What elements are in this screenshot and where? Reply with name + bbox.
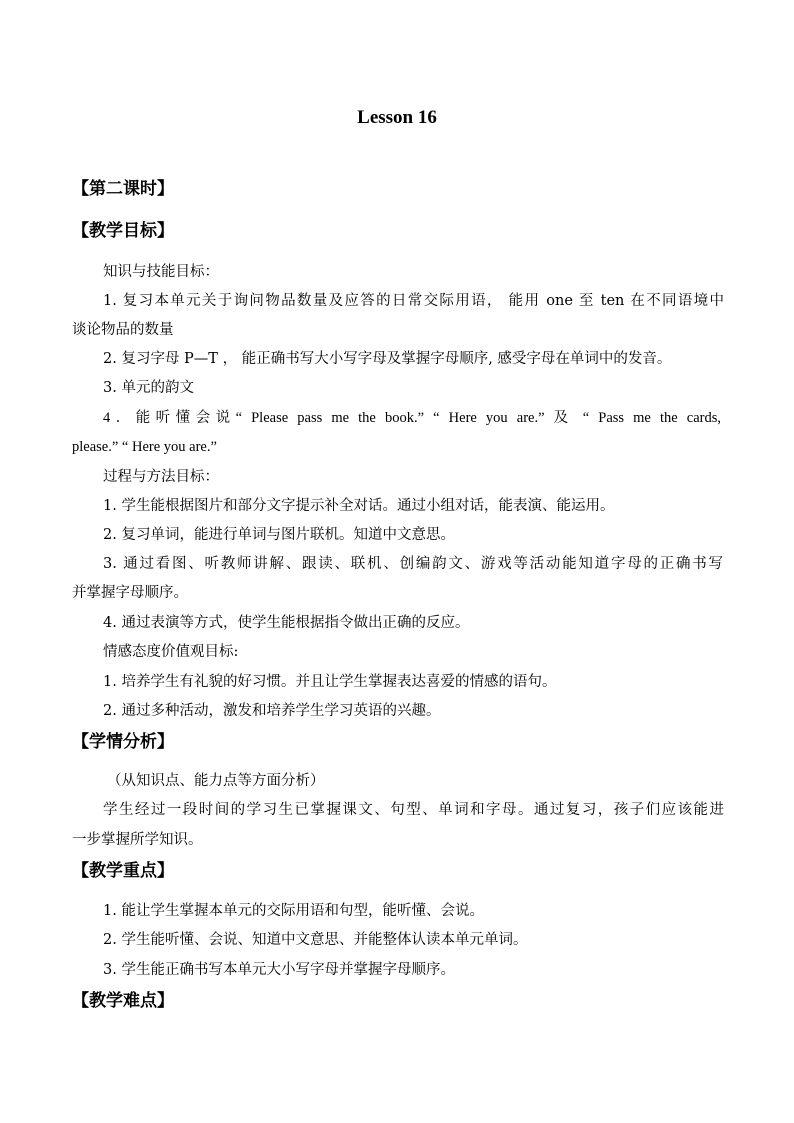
process-item-3-line-1: 3. 通过看图、听教师讲解、跟读、联机、创编韵文、游戏等活动能知道字母的正确书写: [103, 556, 723, 572]
knowledge-item-3: 3. 单元的韵文: [103, 380, 194, 396]
key-point-1: 1. 能让学生掌握本单元的交际用语和句型，能听懂、会说。: [103, 903, 484, 919]
analysis-text-line-1: 学生经过一段时间的学习生已掌握课文、句型、单词和字母。通过复习，孩子们应该能进: [103, 802, 724, 818]
document-title: Lesson 16: [357, 107, 437, 128]
section-heading-key-points: 【教学重点】: [72, 861, 174, 881]
section-heading-difficulties: 【教学难点】: [72, 991, 174, 1011]
knowledge-item-4-line-2: please.” “ Here you are.”: [72, 439, 217, 455]
knowledge-skills-label: 知识与技能目标：: [103, 264, 219, 280]
process-item-3-line-2: 并掌握字母顺序。: [72, 585, 188, 601]
emotion-item-1: 1. 培养学生有礼貌的好习惯。并且让学生掌握表达喜爱的情感的语句。: [103, 674, 557, 690]
key-point-2: 2. 学生能听懂、会说、知道中文意思、并能整体认读本单元单词。: [103, 932, 528, 948]
emotion-values-label: 情感态度价值观目标:: [103, 644, 239, 660]
emotion-item-2: 2. 通过多种活动，激发和培养学生学习英语的兴趣。: [103, 703, 441, 719]
section-heading-analysis: 【学情分析】: [72, 732, 174, 752]
knowledge-item-2: 2. 复习字母 P—T ， 能正确书写大小写字母及掌握字母顺序, 感受字母在单词中的发音。: [103, 351, 672, 367]
analysis-text-line-2: 一步掌握所学知识。: [72, 832, 203, 848]
knowledge-item-1-line-1: 1. 复习本单元关于询问物品数量及应答的日常交际用语， 能用 one 至 ten 在不同语境中: [103, 293, 724, 309]
section-heading-lesson-period: 【第二课时】: [72, 179, 174, 199]
process-item-2: 2. 复习单词，能进行单词与图片联机。知道中文意思。: [103, 527, 455, 543]
process-item-1: 1. 学生能根据图片和部分文字提示补全对话。通过小组对话，能表演、能运用。: [103, 498, 615, 514]
process-methods-label: 过程与方法目标：: [103, 469, 219, 485]
knowledge-item-4-line-1: 4．能听懂会说“ Please pass me the book.” “ Here you are.” 及 “ Pass me the cards,: [103, 410, 721, 426]
key-point-3: 3. 学生能正确书写本单元大小写字母并掌握字母顺序。: [103, 962, 455, 978]
section-heading-objectives: 【教学目标】: [72, 221, 174, 241]
knowledge-item-1-line-2: 谈论物品的数量: [72, 322, 174, 338]
process-item-4: 4. 通过表演等方式，使学生能根据指令做出正确的反应。: [103, 615, 470, 631]
analysis-note: （从知识点、能力点等方面分析）: [107, 773, 325, 789]
